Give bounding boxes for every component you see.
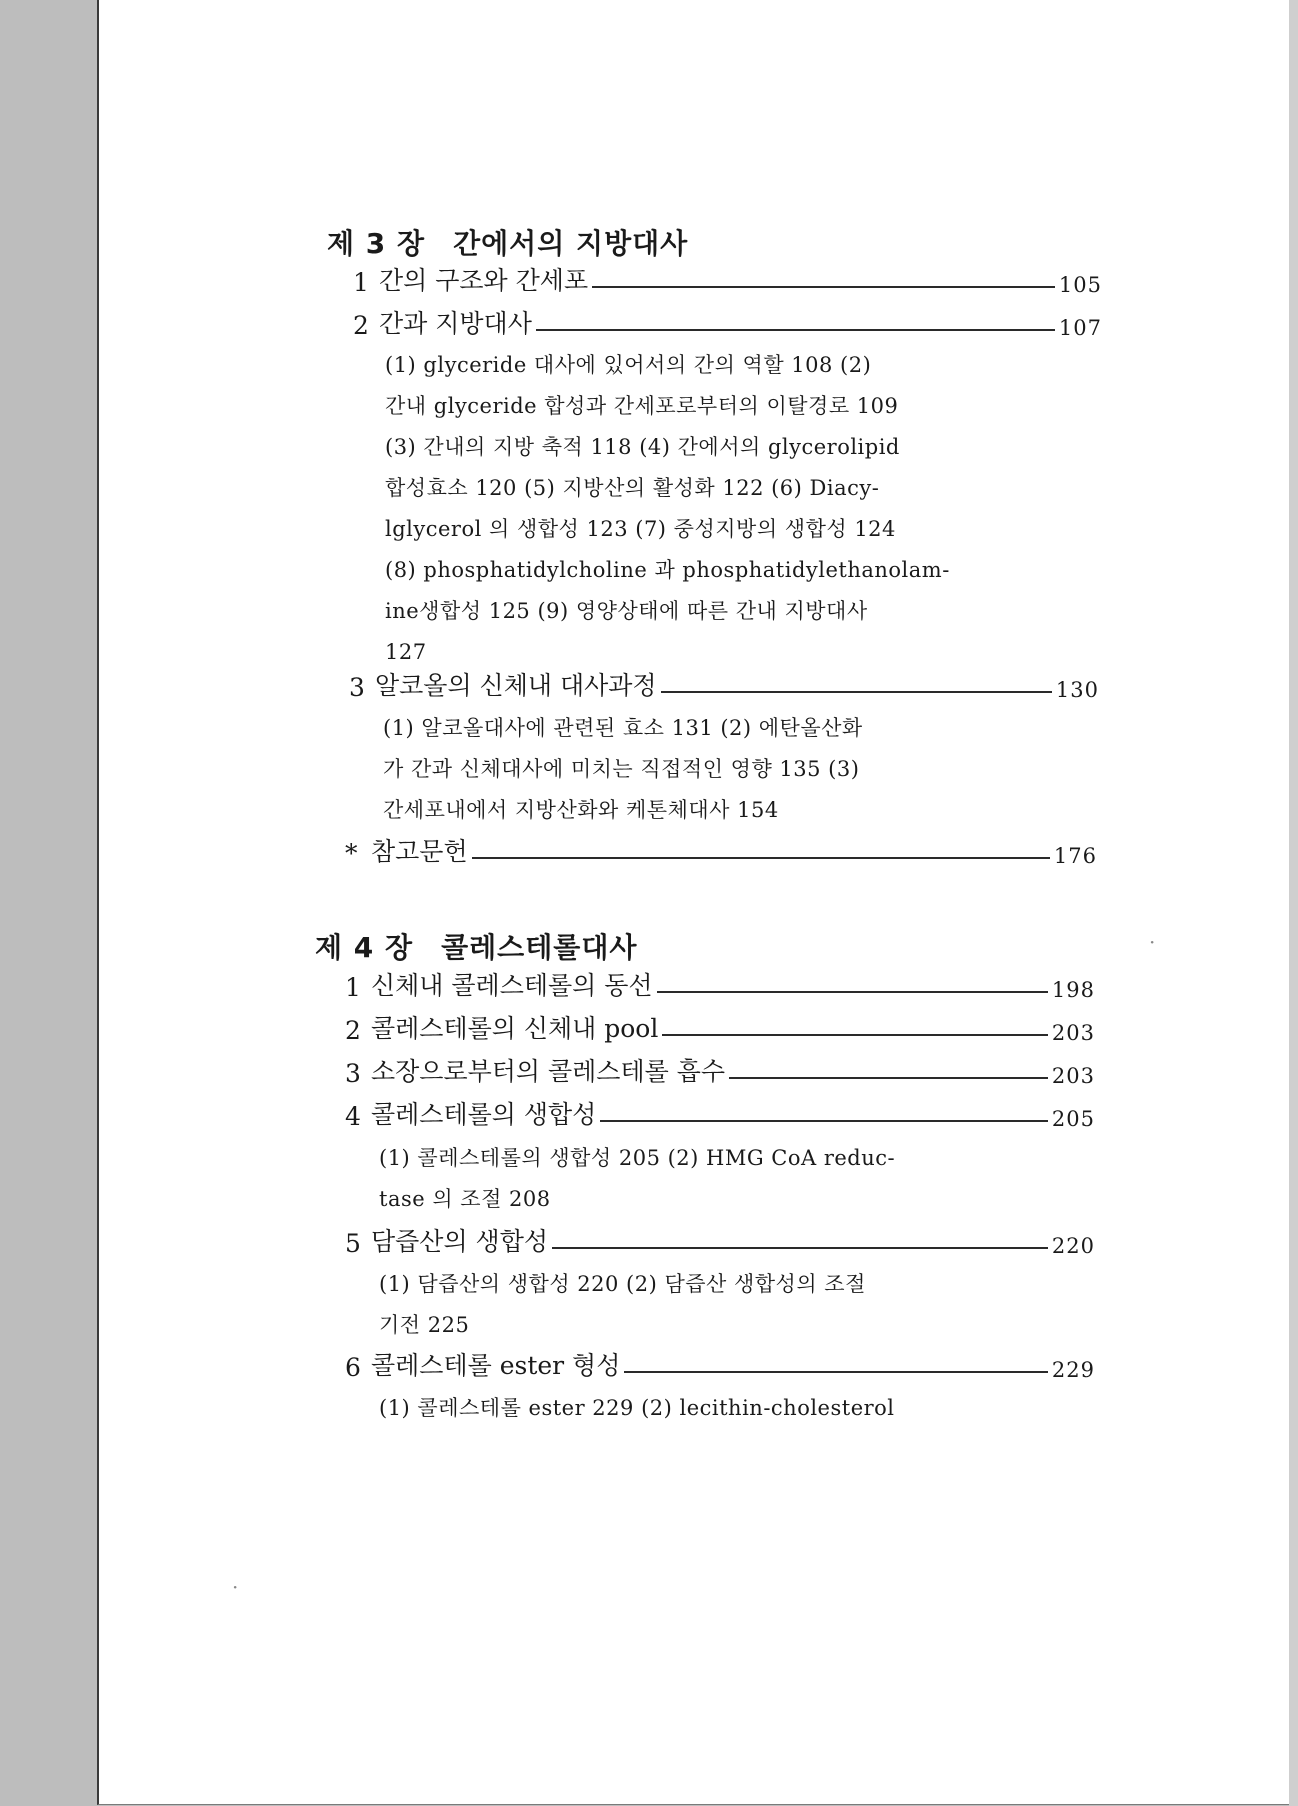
subsection-line: (1) glyceride 대사에 있어서의 간의 역할 108 (2) [385, 353, 872, 377]
chapter-title: 간에서의 지방대사 [453, 227, 689, 260]
page-number: 105 [1058, 273, 1102, 297]
section-number: 3 [345, 1059, 361, 1088]
toc-entry [345, 834, 1097, 868]
subsection-list [379, 1388, 895, 1429]
toc-entry [353, 263, 1102, 297]
page-number: 205 [1051, 1107, 1095, 1131]
subsection-list [383, 708, 863, 831]
chapter-number: 제 3 장 [327, 227, 426, 260]
page-number: 130 [1055, 678, 1099, 702]
subsection-line: lglycerol 의 생합성 123 (7) 중성지방의 생합성 124 [385, 517, 896, 541]
chapter-heading [327, 222, 688, 262]
section-title: 콜레스테롤의 신체내 pool [371, 1014, 659, 1043]
chapter-number: 제 4 장 [315, 931, 414, 964]
subsection-line: tase 의 조절 208 [379, 1187, 551, 1211]
section-title: 소장으로부터의 콜레스테롤 흡수 [371, 1057, 725, 1086]
page-number: 203 [1051, 1021, 1095, 1045]
section-number: 1 [353, 268, 369, 297]
stray-mark: · [232, 1575, 239, 1599]
subsection-line: 간세포내에서 지방산화와 케톤체대사 154 [383, 798, 779, 822]
page-number: 107 [1058, 316, 1102, 340]
page-number: 229 [1051, 1358, 1095, 1382]
subsection-line: ine생합성 125 (9) 영양상태에 따른 간내 지방대사 [385, 599, 868, 623]
page-edge [1289, 0, 1298, 1806]
book-page [97, 0, 1291, 1805]
section-number: * [345, 839, 358, 868]
section-title: 신체내 콜레스테롤의 동선 [371, 971, 653, 1000]
page-number: 220 [1051, 1234, 1095, 1258]
subsection-line: (1) 콜레스테롤의 생합성 205 (2) HMG CoA reduc- [379, 1146, 896, 1170]
chapter-heading [315, 926, 637, 966]
toc-entry [345, 968, 1095, 1002]
toc-entry [345, 1097, 1095, 1131]
dot-leader [657, 991, 1048, 993]
toc-entry [345, 1011, 1095, 1045]
page-number: 203 [1051, 1064, 1095, 1088]
section-number: 1 [345, 973, 361, 1002]
subsection-line: 가 간과 신체대사에 미치는 직접적인 영향 135 (3) [383, 757, 860, 781]
dot-leader [592, 286, 1055, 288]
toc-entry [345, 1224, 1095, 1258]
subsection-line: 기전 225 [379, 1313, 470, 1337]
toc-entry [345, 1054, 1095, 1088]
section-title: 콜레스테롤 ester 형성 [371, 1351, 621, 1380]
section-number: 2 [345, 1016, 361, 1045]
section-number: 2 [353, 311, 369, 340]
toc-entry [345, 1348, 1095, 1382]
subsection-line: (3) 간내의 지방 축적 118 (4) 간에서의 glycerolipid [385, 435, 900, 459]
dot-leader [624, 1371, 1048, 1373]
chapter-title: 콜레스테롤대사 [441, 931, 638, 964]
page-number: 176 [1053, 844, 1097, 868]
dot-leader [662, 1034, 1048, 1036]
section-number: 4 [345, 1102, 361, 1131]
section-number: 5 [345, 1229, 361, 1258]
dot-leader [536, 329, 1055, 331]
section-number: 6 [345, 1353, 361, 1382]
dot-leader [472, 857, 1050, 859]
section-title: 알코올의 신체내 대사과정 [375, 671, 657, 700]
toc-entry [353, 306, 1102, 340]
section-title: 담즙산의 생합성 [371, 1227, 548, 1256]
dot-leader [729, 1077, 1048, 1079]
subsection-list [379, 1264, 866, 1346]
subsection-line: 간내 glyceride 합성과 간세포로부터의 이탈경로 109 [385, 394, 899, 418]
subsection-list [385, 345, 950, 673]
dot-leader [661, 691, 1052, 693]
dot-leader [600, 1120, 1048, 1122]
subsection-line: (1) 콜레스테롤 ester 229 (2) lecithin-cholesterol [379, 1396, 895, 1420]
toc-entry [349, 668, 1099, 702]
dot-leader [552, 1247, 1048, 1249]
subsection-line: 127 [385, 640, 427, 664]
page-number: 198 [1051, 978, 1095, 1002]
section-title: 콜레스테롤의 생합성 [371, 1100, 597, 1129]
subsection-list [379, 1138, 895, 1220]
section-title: 간과 지방대사 [379, 309, 532, 338]
subsection-line: 합성효소 120 (5) 지방산의 활성화 122 (6) Diacy- [385, 476, 880, 500]
subsection-line: (1) 알코올대사에 관련된 효소 131 (2) 에탄올산화 [383, 716, 863, 740]
stray-mark: · [1149, 930, 1156, 954]
section-title: 간의 구조와 간세포 [379, 266, 589, 295]
section-title: 참고문헌 [371, 837, 468, 866]
section-number: 3 [349, 673, 365, 702]
subsection-line: (1) 담즙산의 생합성 220 (2) 담즙산 생합성의 조절 [379, 1272, 866, 1296]
subsection-line: (8) phosphatidylcholine 과 phosphatidylethanolam- [385, 558, 950, 582]
